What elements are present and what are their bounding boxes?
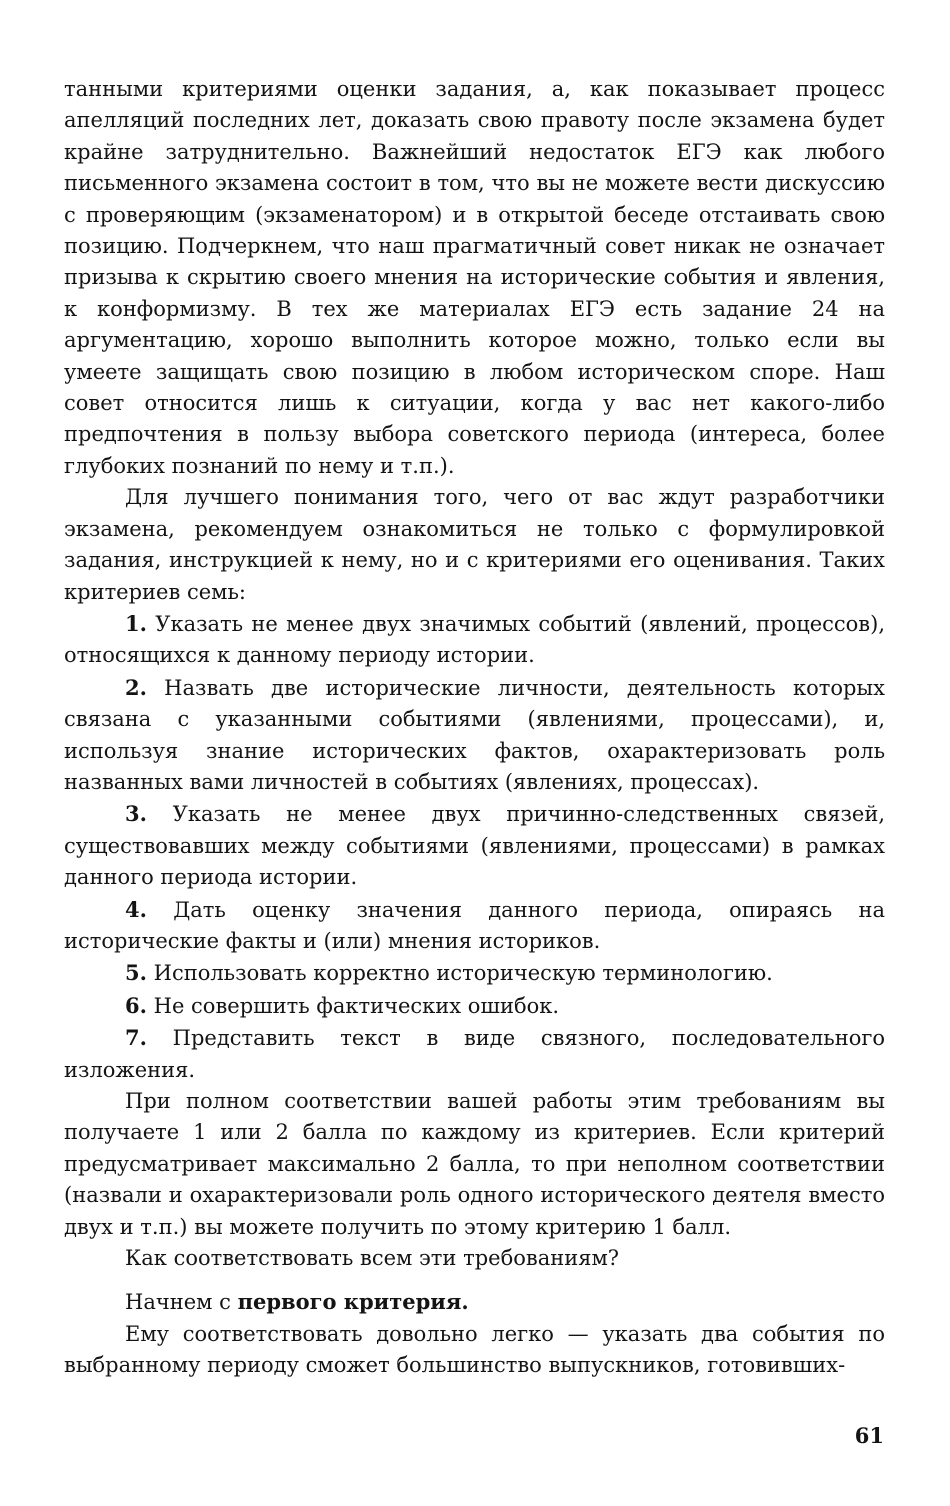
criterion-number: 5. [125,960,147,986]
paragraph-continued: танными критериями оценки задания, а, как показывает процесс апелляций последних лет, доказать свою правоту после экзамена будет крайне затруднительно. Важнейший недостаток ЕГЭ как любого письменного экзамена состоит в том, что вы не можете вести дискуссию с проверяющим (экзаменатором) и в открытой беседе отстаивать свою позицию. Подчеркнем, что наш прагматичный совет никак не означает призыва к скрытию своего мнения на исторические события и явления, к конформизму. В тех же материалах ЕГЭ есть задание 24 на аргументацию, хорошо выполнить которое можно, только если вы умеете защищать свою позицию в любом историческом споре. Наш совет относится лишь к ситуации, когда у вас нет какого-либо предпочтения в пользу выбора советского периода (интереса, более глубоких познаний по нему и т.п.). [64,77,885,478]
criterion-number: 2. [125,674,147,700]
subheading-first-criterion [64,1286,885,1318]
criterion-number: 4. [125,896,147,922]
criterion-number: 1. [125,610,147,636]
criterion-1 [64,608,885,672]
paragraph-criteria-intro: Для лучшего понимания того, чего от вас ждут разработчики экзамена, рекомендуем ознакомиться не только с формулировкой задания, инструкцией к нему, но и с критериями его оценивания. Таких критериев семь: [64,485,885,604]
criterion-text: Дать оценку значения данного периода, опираясь на исторические факты и (или) мнения историков. [64,897,885,953]
criterion-number: 7. [125,1025,147,1051]
criterion-2 [64,672,885,799]
criterion-3 [64,798,885,893]
criterion-5 [64,957,885,989]
criterion-number: 6. [125,992,147,1018]
page-number: 61 [854,1423,884,1448]
subheading-bold: первого критерия. [237,1289,469,1315]
criterion-text: Указать не менее двух значимых событий (явлений, процессов), относящихся к данному периоду истории. [64,611,885,668]
paragraph-question: Как соответствовать всем эти требованиям? [125,1246,620,1271]
page-body [64,74,885,1382]
criterion-4 [64,894,885,958]
criterion-text: Не совершить фактических ошибок. [153,993,560,1018]
criterion-6 [64,990,885,1022]
criterion-text: Указать не менее двух причинно-следственных связей, существовавших между событиями (явлениями, процессами) в рамках данного периода истории. [64,802,885,890]
paragraph-last: Ему соответствовать довольно легко — указать два события по выбранному периоду сможет большинство выпускников, готовивших- [64,1321,885,1378]
criterion-text: Назвать две исторические личности, деятельность которых связана с указанными событиями (явлениями, процессами), и, используя знание исторических фактов, охарактеризовать роль названных вами личностей в событиях (явлениях, процессах). [64,675,885,794]
criterion-number: 3. [125,801,147,827]
criterion-text: Представить текст в виде связного, последовательного изложения. [64,1026,885,1082]
criterion-7 [64,1022,885,1086]
criterion-text: Использовать корректно историческую терминологию. [153,961,773,986]
subheading-prefix: Начнем с [125,1290,238,1315]
paragraph-scoring: При полном соответствии вашей работы этим требованиям вы получаете 1 или 2 балла по каждому из критериев. Если критерий предусматривает максимально 2 балла, то при неполном соответствии (назвали и охарактеризовали роль одного исторического деятеля вместо двух и т.п.) вы можете получить по этому критерию 1 балл. [64,1089,885,1239]
